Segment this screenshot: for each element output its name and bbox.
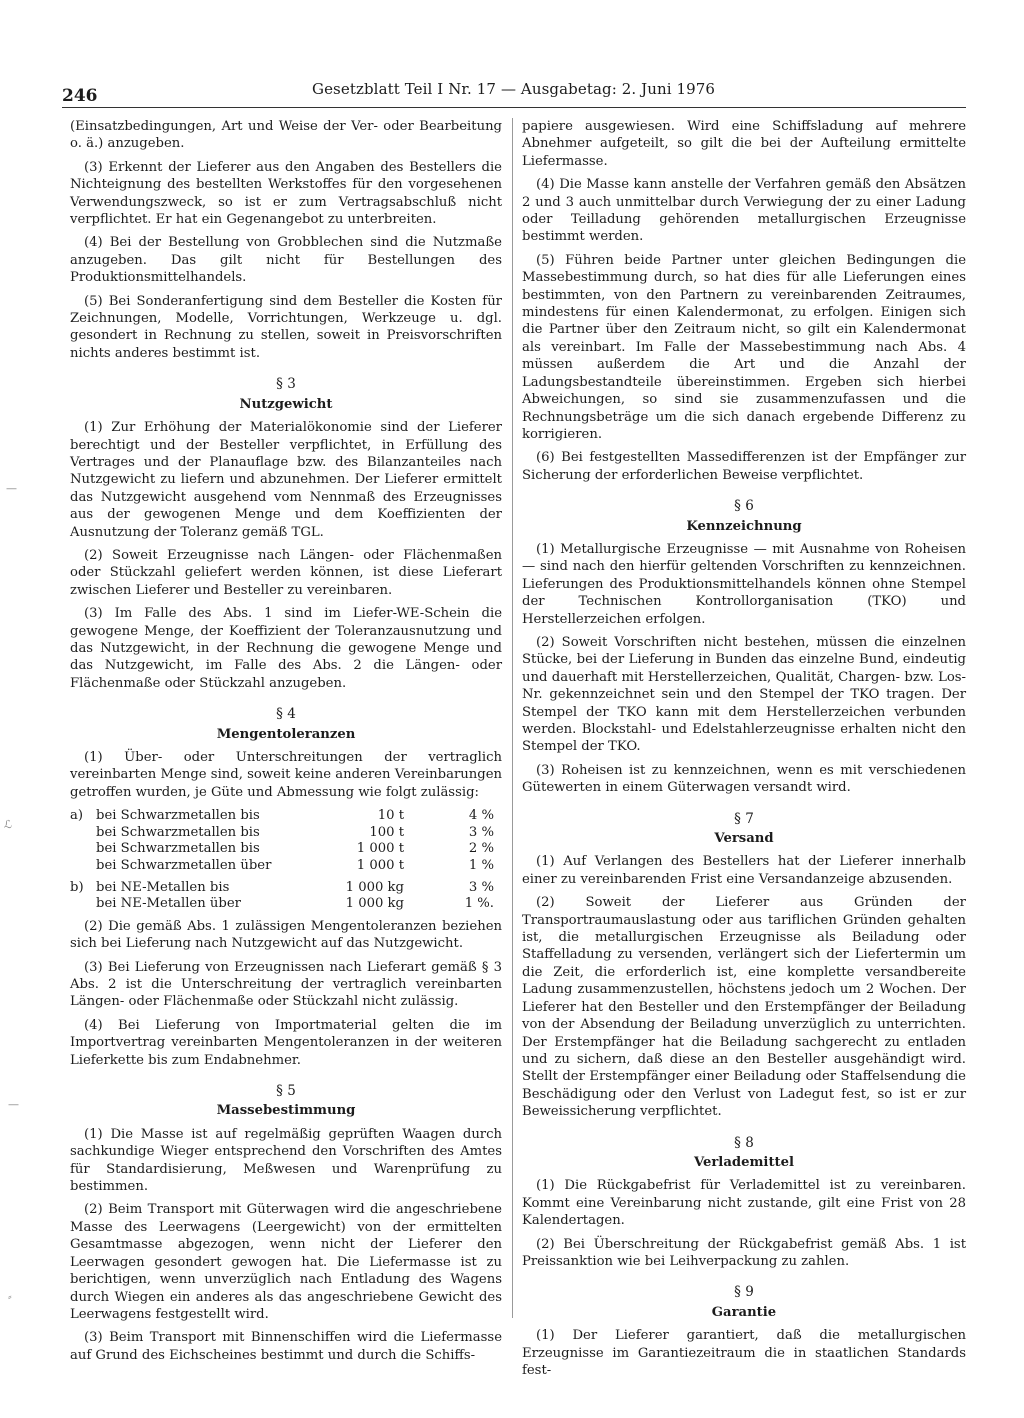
section-title: Kennzeichnung — [686, 518, 802, 534]
section-number: § 6 — [734, 498, 754, 515]
tolerance-text: bei Schwarzmetallen bis — [96, 808, 260, 824]
section-title: Nutzgewicht — [239, 396, 333, 412]
paragraph: papiere ausgewiesen. Wird eine Schiffsladung auf mehrere Abnehmer aufgeteilt, so gilt die bei der Aufteilung ermittelte Liefermasse. — [522, 119, 966, 169]
tolerance-percent: 3 % — [468, 824, 494, 840]
paragraph: (3) Im Falle des Abs. 1 sind im Liefer-WE-Schein die gewogene Menge, der Koeffizient der Toleranzausnutzung und das Nutzgewicht, in der Rechnung die gewogene Menge und das Nutzgewicht, im Falle des Abs. 2 die Längen- oder Flächenmaße oder Stückzahl anzugeben. — [70, 606, 502, 691]
paragraph: (2) Soweit der Lieferer aus Gründen der Transportraumauslastung oder aus tariflichen Gründen gehalten ist, die metallurgischen Erzeugnisse als Beiladung oder Staffelladung zu versenden, verlängert sich der Liefertermin um die Zeit, die erforderlich ist, eine komplette versandbereite Ladung zusammenzustellen, höchstens jedoch um 2 Wochen. Der Lieferer hat den Besteller und den Erstempfänger der Beiladung von der Absendung der Beiladung unverzüglich zu unterrichten. Der Erstempfänger hat die Beiladung sachgerecht zu entladen und zu sichern, daß diese an den Besteller ausgehändigt wird. Stellt der Erstempfänger einer Beiladung oder Staffelsendung die Beschädigung oder den Verlust von Ladegut fest, so ist er zur Beweissicherung verpflichtet. — [522, 895, 966, 1120]
section-title: Verlademittel — [693, 1154, 795, 1170]
tolerance-percent: 3 % — [468, 879, 494, 895]
paragraph: (4) Bei Lieferung von Importmaterial gelten die im Importvertrag vereinbarten Mengentoleranzen in der weiteren Lieferkette bis zum Endabnehmer. — [70, 1017, 502, 1068]
tolerance-percent: 1 % — [468, 858, 494, 873]
paragraph: (4) Bei der Bestellung von Grobblechen sind die Nutzmaße anzugeben. Das gilt nicht für Bestellungen des Produktionsmittelhandels. — [70, 235, 502, 286]
tolerance-label: a) — [70, 808, 84, 824]
tolerance-text: bei NE-Metallen über — [96, 896, 241, 912]
section-number: § 9 — [734, 1284, 754, 1301]
section-number: § 7 — [734, 810, 754, 827]
tolerance-amount: 1 000 kg — [345, 896, 404, 912]
tolerance-row — [70, 857, 502, 874]
tolerance-percent: 2 % — [468, 841, 494, 857]
paragraph: (1) Metallurgische Erzeugnisse — mit Ausnahme von Roheisen — sind nach den hierfür geltenden Vorschriften zu kennzeichnen. Lieferungen des Produktionsmittelhandels können ohne Stempel der Technischen Kontrollorganisation (TKO) und Herstellerzeichen erfolgen. — [522, 541, 966, 627]
tolerance-row — [70, 840, 502, 857]
tolerance-amount: 10 t — [377, 808, 404, 824]
margin-mark: — — [6, 482, 17, 495]
paragraph: (5) Bei Sonderanfertigung sind dem Besteller die Kosten für Zeichnungen, Modelle, Vorrichtungen, Werkzeuge u. dgl. gesondert in Rechnung zu stellen, soweit in Preisvorschriften nichts anderes bestimmt ist. — [70, 293, 502, 361]
tolerance-label — [70, 840, 96, 857]
tolerance-text: bei Schwarzmetallen über — [96, 858, 272, 873]
section-number: § 8 — [734, 1134, 754, 1151]
paragraph: (2) Die gemäß Abs. 1 zulässigen Mengentoleranzen beziehen sich bei Lieferung nach Nutzgewicht auf das Nutzgewicht. — [70, 918, 502, 952]
paragraph: (Einsatzbedingungen, Art und Weise der Ver- oder Bearbeitung o. ä.) anzugeben. — [70, 119, 502, 152]
section-number: § 5 — [276, 1083, 296, 1100]
tolerance-label — [70, 824, 96, 841]
section-number: § 4 — [276, 706, 296, 723]
paragraph: (1) Zur Erhöhung der Materialökonomie sind der Lieferer berechtigt und der Besteller verpflichtet, in Erfüllung des Vertrages und der Planauflage bzw. des Bilanzanteiles nach Nutzgewicht zu liefern und abzunehmen. Der Lieferer ermittelt das Nutzgewicht ausgehend vom Nennmaß des Erzeugnisses aus der gewogenen Menge und dem Koeffizienten der Ausnutzung der Toleranz gemäß TGL. — [70, 420, 502, 540]
paragraph: (2) Soweit Erzeugnisse nach Längen- oder Flächenmaßen oder Stückzahl geliefert werden können, ist diese Lieferart zwischen Lieferer und Besteller zu vereinbaren. — [70, 547, 502, 598]
paragraph: (1) Die Rückgabefrist für Verlademittel ist zu vereinbaren. Kommt eine Vereinbarung nicht zustande, gilt eine Frist von 28 Kalendertagen. — [522, 1178, 966, 1229]
running-title: Gesetzblatt Teil I Nr. 17 — Ausgabetag: 2. Juni 1976 — [312, 80, 716, 98]
tolerance-text: bei Schwarzmetallen bis — [96, 841, 260, 857]
right-column — [522, 118, 966, 1385]
tolerance-row — [70, 824, 502, 841]
paragraph: (2) Bei Überschreitung der Rückgabefrist gemäß Abs. 1 ist Preissanktion wie bei Leihverpackung zu zahlen. — [522, 1236, 966, 1269]
tolerance-label — [70, 895, 96, 912]
tolerance-row — [70, 895, 502, 912]
tolerance-amount: 1 000 t — [356, 858, 404, 873]
section-title: Massebestimmung — [216, 1103, 356, 1119]
section-title: Garantie — [711, 1304, 777, 1320]
paragraph: (3) Bei Lieferung von Erzeugnissen nach Lieferart gemäß § 3 Abs. 2 ist die Unterschreitung der vertraglich vereinbarten Längen- oder Flächenmaße oder Stückzahl nicht zulässig. — [70, 959, 502, 1010]
paragraph: (5) Führen beide Partner unter gleichen Bedingungen die Massebestimmung durch, so hat dies für alle Lieferungen eines bestimmten, von den Partnern zu vereinbarenden Zeitraumes, mindestens für einen Kalendermonat, zu erfolgen. Einigen sich die Partner über den Zeitraum nicht, so gilt ein Kalendermonat als vereinbart. Im Falle der Massebestimmung nach Abs. 4 müssen außerdem die Art und die Anzahl der Ladungsbestandteile übereinstimmen. Ergeben sich hierbei Abweichungen, so sind sie zusammenzufassen und die Rechnungsbeträge um die sich danach ergebende Differenz zu korrigieren. — [522, 252, 966, 442]
paragraph: (3) Beim Transport mit Binnenschiffen wird die Liefermasse auf Grund des Eichscheines bestimmt und durch die Schiffs- — [70, 1330, 502, 1363]
paragraph: (6) Bei festgestellten Massedifferenzen ist der Empfänger zur Sicherung der erforderlichen Beweise verpflichtet. — [522, 450, 966, 483]
tolerance-text: bei Schwarzmetallen bis — [96, 824, 260, 840]
paragraph: (2) Soweit Vorschriften nicht bestehen, müssen die einzelnen Stücke, bei der Lieferung in Bunden das einzelne Bund, eindeutig und dauerhaft mit Herstellerzeichen, Qualität, Chargen- bzw. Los-Nr. gekennzeichnet sein und den Stempel der TKO tragen. Der Stempel der TKO kann mit dem Herstellerzeichen verbunden werden. Blockstahl- und Edelstahlerzeugnisse erhalten nicht den Stempel der TKO. — [522, 634, 966, 755]
margin-mark: ℒ — [4, 818, 12, 831]
tolerance-row — [70, 879, 502, 896]
tolerance-percent: 4 % — [468, 808, 494, 824]
paragraph: (2) Beim Transport mit Güterwagen wird die angeschriebene Masse des Leerwagens (Leergewicht) von der ermittelten Gesamtmasse abgezogen, wenn nicht der Lieferer den Leerwagen gesondert gewogen hat. Die Liefermasse ist zu berichtigen, wenn unverzüglich nach Entladung des Wagens durch Wiegen ein anderes als das angeschriebene Gewicht des Leerwagens festgestellt wird. — [70, 1202, 502, 1322]
tolerance-amount: 100 t — [369, 824, 404, 840]
paragraph: (3) Roheisen ist zu kennzeichnen, wenn es mit verschiedenen Gütewerten in einem Güterwagen versandt wird. — [522, 762, 966, 796]
page-number: 246 — [62, 86, 98, 106]
tolerance-label — [70, 857, 96, 874]
column-divider — [512, 118, 513, 1318]
paragraph: (1) Auf Verlangen des Bestellers hat der Lieferer innerhalb einer zu vereinbarenden Frist eine Versandanzeige abzusenden. — [522, 854, 966, 887]
paragraph: (3) Erkennt der Lieferer aus den Angaben des Bestellers die Nichteignung des bestellten Werkstoffes für den vorgesehenen Verwendungszweck, so ist er zum Vertragsabschluß nicht verpflichtet. Er hat ein Gegenangebot zu unterbreiten. — [70, 159, 502, 228]
margin-mark: — — [8, 1098, 19, 1111]
left-column — [70, 118, 502, 1370]
tolerance-table — [70, 807, 502, 912]
section-number: § 3 — [276, 376, 296, 393]
tolerance-label: b) — [70, 879, 84, 895]
paragraph: (1) Über- oder Unterschreitungen der vertraglich vereinbarten Menge sind, soweit keine anderen Vereinbarungen getroffen wurden, je Güte und Abmessung wie folgt zulässig: — [70, 750, 502, 800]
paragraph: (1) Die Masse ist auf regelmäßig geprüften Waagen durch sachkundige Wieger entsprechend den Vorschriften des Amtes für Standardisierung, Meßwesen und Warenprüfung zu bestimmen. — [70, 1126, 502, 1195]
tolerance-row — [70, 807, 502, 824]
paragraph: (1) Der Lieferer garantiert, daß die metallurgischen Erzeugnisse im Garantiezeitraum die in staatlichen Standards fest- — [522, 1328, 966, 1378]
tolerance-amount: 1 000 kg — [345, 879, 404, 895]
paragraph: (4) Die Masse kann anstelle der Verfahren gemäß den Absätzen 2 und 3 auch unmittelbar durch Verwiegung der zu einer Ladung oder Teilladung gehörenden metallurgischen Erzeugnisse bestimmt werden. — [522, 177, 966, 245]
tolerance-text: bei NE-Metallen bis — [96, 879, 230, 895]
header-rule — [62, 107, 966, 108]
tolerance-amount: 1 000 t — [356, 841, 404, 857]
section-title: Versand — [714, 831, 774, 847]
section-title: Mengentoleranzen — [216, 726, 356, 742]
tolerance-percent: 1 %. — [464, 896, 494, 912]
margin-mark: ⸗ — [8, 1290, 12, 1303]
